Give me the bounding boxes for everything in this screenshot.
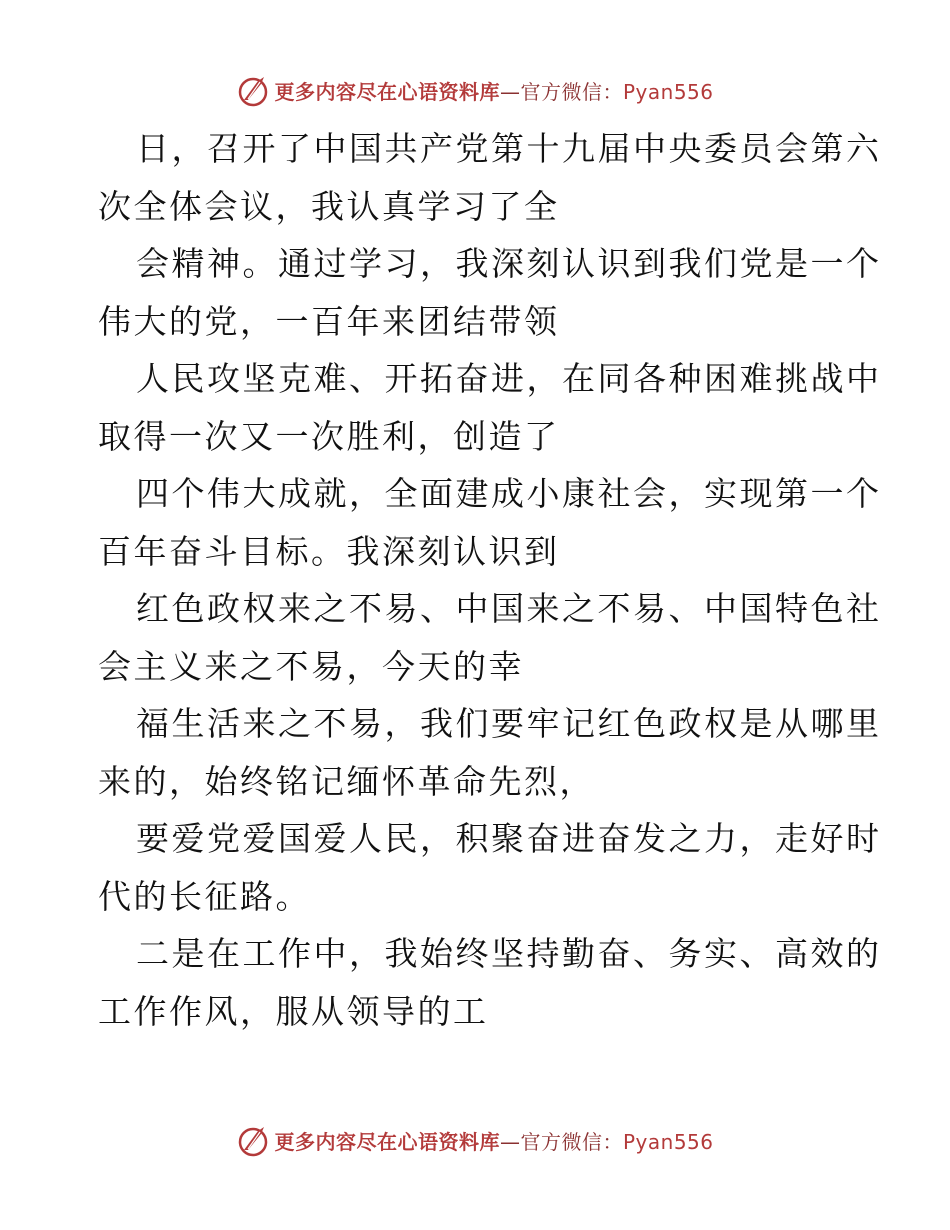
footer-banner [0,1120,950,1160]
header-site-name: 更多内容尽在心语资料库 [274,79,500,104]
footer-wechat-id: Pyan556 [622,1129,714,1154]
body-line: 四个伟大成就，全面建成小康社会，实现第一个 [136,474,882,513]
body-line: 会精神。通过学习，我深刻认识到我们党是一个 [136,244,882,283]
body-line: 百年奋斗目标。我深刻认识到 [98,531,560,571]
body-line: 二是在工作中，我始终坚持勤奋、务实、高效的 [136,934,882,973]
body-line: 人民攻坚克难、开拓奋进，在同各种困难挑战中 [136,359,882,398]
header-wechat-label: 官方微信： [520,79,623,104]
header-banner [0,70,950,110]
body-line: 福生活来之不易，我们要牢记红色政权是从哪里 [136,704,882,743]
quill-pen-logo-icon [236,73,270,107]
header-text [274,76,713,105]
body-line: 日，召开了中国共产党第十九届中央委员会第六 [136,129,882,168]
body-line: 来的，始终铭记缅怀革命先烈， [98,761,595,801]
body-line: 取得一次又一次胜利，创造了 [98,416,560,456]
body-line: 次全体会议，我认真学习了全 [98,186,560,226]
body-line: 代的长征路。 [98,876,311,916]
quill-pen-logo-icon [236,1123,270,1157]
body-line: 会主义来之不易，今天的幸 [98,646,524,686]
body-line: 要爱党爱国爱人民，积聚奋进奋发之力，走好时 [136,819,882,858]
body-line: 伟大的党，一百年来团结带领 [98,301,560,341]
footer-site-name: 更多内容尽在心语资料库 [274,1129,500,1154]
document-body [98,120,882,1040]
header-dash: — [499,79,521,104]
footer-dash: — [499,1129,521,1154]
body-line: 红色政权来之不易、中国来之不易、中国特色社 [136,589,882,628]
body-line: 工作作风，服从领导的工 [98,991,489,1031]
header-wechat-id: Pyan556 [622,79,714,104]
footer-wechat-label: 官方微信： [520,1129,623,1154]
footer-text [274,1126,713,1155]
